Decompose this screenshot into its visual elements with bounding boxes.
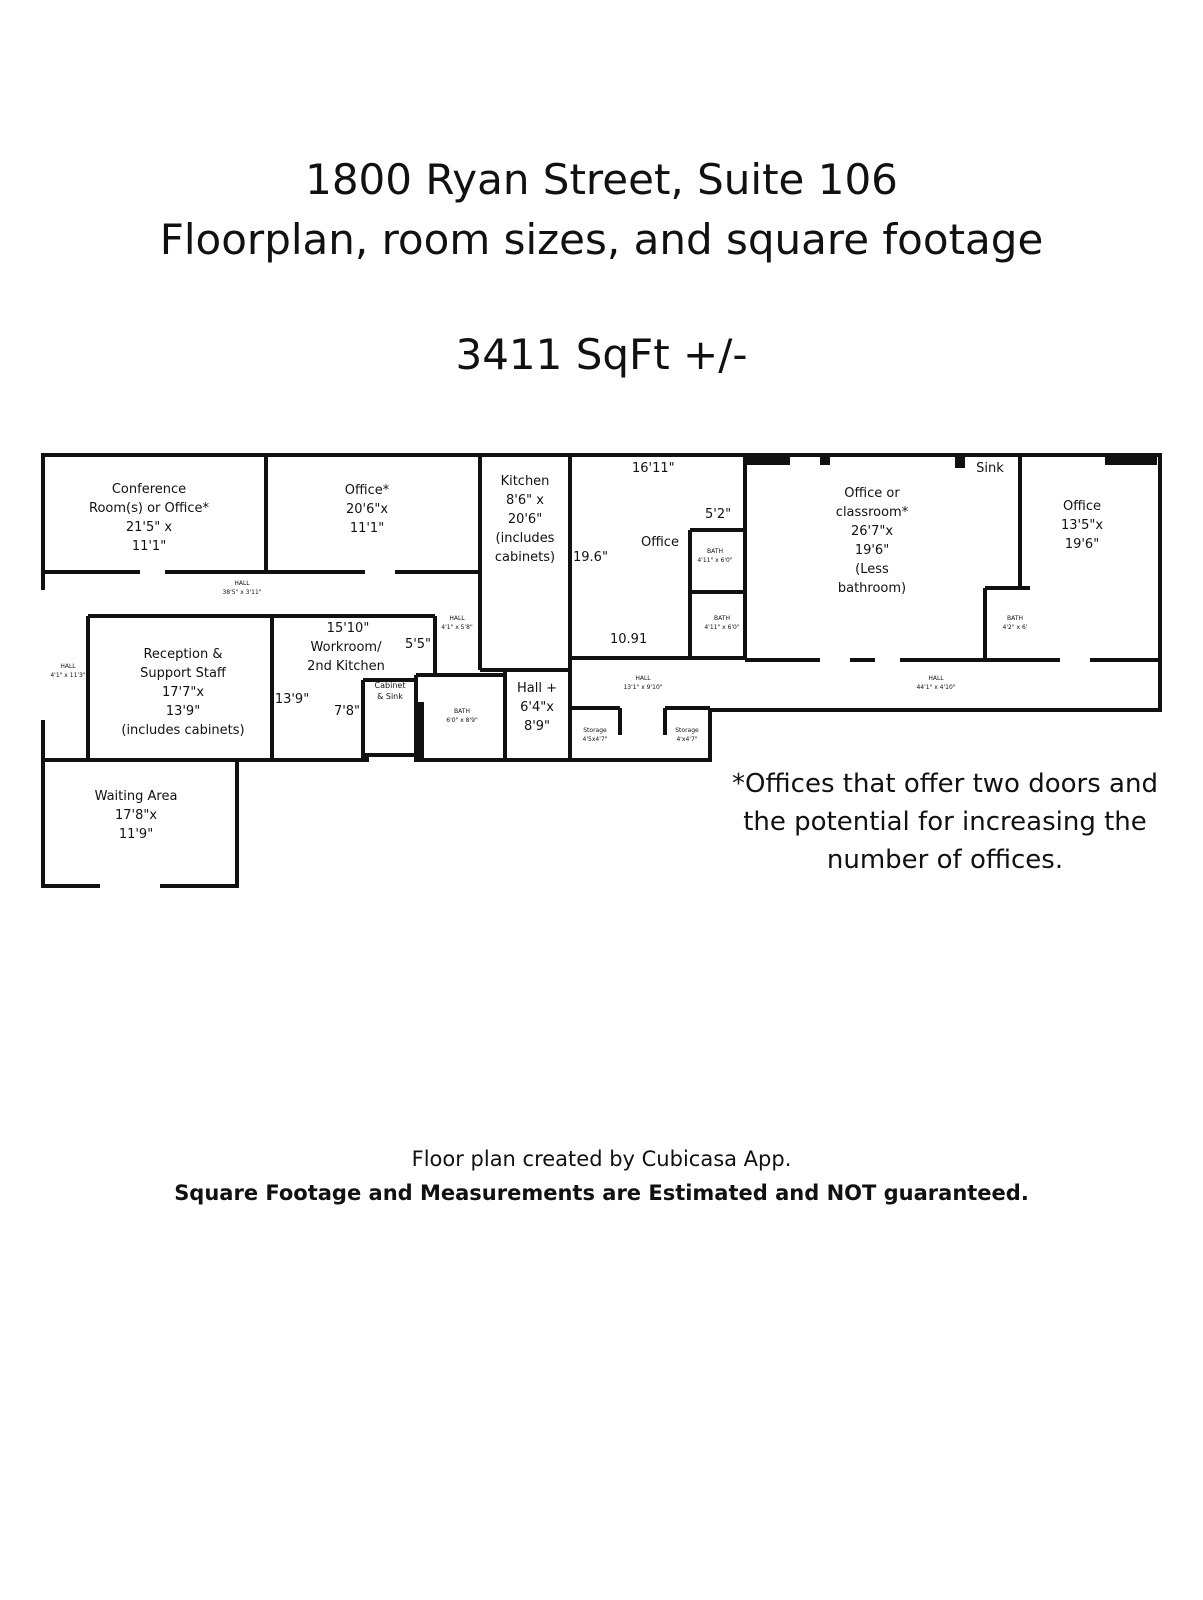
svg-text:44'1" x 4'10": 44'1" x 4'10" — [916, 684, 956, 691]
room-waiting — [95, 789, 178, 842]
svg-text:16'11": 16'11" — [632, 461, 675, 476]
svg-text:& Sink: & Sink — [377, 692, 403, 701]
svg-text:4'11" x 6'0": 4'11" x 6'0" — [704, 624, 740, 631]
svg-text:HALL: HALL — [449, 615, 465, 622]
svg-text:cabinets): cabinets) — [494, 550, 556, 565]
svg-text:4'1" x 11'3": 4'1" x 11'3" — [50, 672, 86, 679]
room-conference — [89, 482, 209, 554]
svg-text:4'1" x 5'8": 4'1" x 5'8" — [441, 624, 473, 631]
svg-text:Waiting Area: Waiting Area — [94, 789, 178, 804]
svg-text:4'2" x 6': 4'2" x 6' — [1002, 624, 1028, 631]
svg-text:6'0" x 8'9": 6'0" x 8'9" — [446, 717, 478, 724]
svg-text:(includes: (includes — [495, 531, 555, 546]
cabinet-sink — [375, 681, 406, 701]
svg-text:8'9": 8'9" — [523, 719, 551, 734]
svg-text:BATH: BATH — [707, 548, 723, 555]
svg-text:7'8": 7'8" — [333, 704, 361, 719]
svg-text:19'6": 19'6" — [854, 543, 890, 558]
svg-text:13'1" x 9'10": 13'1" x 9'10" — [623, 684, 663, 691]
svg-text:Storage: Storage — [675, 727, 699, 734]
svg-text:HALL: HALL — [635, 675, 651, 682]
svg-text:HALL: HALL — [60, 663, 76, 670]
svg-text:Support Staff: Support Staff — [140, 666, 226, 681]
square-footage: 3411 SqFt +/- — [455, 330, 748, 379]
svg-text:5'2": 5'2" — [705, 507, 732, 522]
svg-text:8'6" x: 8'6" x — [506, 493, 544, 508]
svg-text:13'5"x: 13'5"x — [1060, 518, 1104, 533]
svg-text:20'6"x: 20'6"x — [345, 502, 389, 517]
svg-text:5'5": 5'5" — [404, 637, 432, 652]
svg-text:Office: Office — [641, 535, 679, 550]
svg-text:20'6": 20'6" — [507, 512, 543, 527]
svg-text:17'7"x: 17'7"x — [161, 685, 205, 700]
svg-text:6'4"x: 6'4"x — [520, 700, 554, 715]
svg-text:Reception &: Reception & — [143, 647, 223, 662]
svg-text:Kitchen: Kitchen — [500, 474, 550, 489]
room-office-4 — [1061, 499, 1103, 552]
svg-text:(includes cabinets): (includes cabinets) — [121, 723, 245, 738]
svg-text:BATH: BATH — [714, 615, 730, 622]
room-kitchen — [495, 474, 555, 565]
svg-text:10.91: 10.91 — [610, 632, 648, 647]
svg-text:19'6": 19'6" — [1064, 537, 1100, 552]
address-title: 1800 Ryan Street, Suite 106 — [305, 155, 898, 204]
room-hall-plus — [517, 681, 557, 734]
room-workroom — [275, 621, 431, 719]
svg-text:19.6": 19.6" — [573, 550, 608, 565]
svg-text:classroom*: classroom* — [835, 505, 909, 520]
svg-text:bathroom): bathroom) — [837, 581, 907, 596]
svg-text:Hall +: Hall + — [517, 681, 557, 696]
svg-text:13'9": 13'9" — [274, 692, 310, 707]
svg-text:BATH: BATH — [1007, 615, 1023, 622]
svg-text:Office*: Office* — [344, 483, 390, 498]
svg-text:Storage: Storage — [583, 727, 607, 734]
svg-text:38'5" x 3'11": 38'5" x 3'11" — [222, 589, 262, 596]
svg-text:Workroom/: Workroom/ — [310, 640, 382, 655]
svg-text:15'10": 15'10" — [326, 621, 370, 636]
svg-text:13'9": 13'9" — [165, 704, 201, 719]
credit-text: Floor plan created by Cubicasa App. — [411, 1147, 792, 1171]
svg-text:21'5" x: 21'5" x — [125, 520, 173, 535]
disclaimer-text: Square Footage and Measurements are Estimated and NOT guaranteed. — [174, 1181, 1029, 1205]
offices-note: *Offices that offer two doors and the potential for increasing the number of offices. — [732, 769, 1158, 875]
svg-text:Office or: Office or — [844, 486, 900, 501]
room-reception — [121, 647, 244, 738]
svg-text:11'9": 11'9" — [118, 827, 154, 842]
svg-text:17'8"x: 17'8"x — [114, 808, 158, 823]
svg-text:Office: Office — [1063, 499, 1101, 514]
svg-text:Cabinet: Cabinet — [374, 681, 406, 690]
svg-text:4'11" x 6'0": 4'11" x 6'0" — [697, 557, 733, 564]
svg-text:11'1": 11'1" — [131, 539, 167, 554]
svg-text:(Less: (Less — [855, 562, 889, 577]
svg-text:26'7"x: 26'7"x — [850, 524, 894, 539]
svg-text:Room(s) or Office*: Room(s) or Office* — [89, 501, 209, 516]
svg-text:Conference: Conference — [111, 482, 187, 497]
svg-text:2nd Kitchen: 2nd Kitchen — [307, 659, 385, 674]
svg-text:HALL: HALL — [928, 675, 944, 682]
room-office-1 — [345, 483, 390, 536]
floorplan-subtitle: Floorplan, room sizes, and square footage — [159, 215, 1044, 264]
svg-text:Sink: Sink — [976, 461, 1004, 476]
room-office-3 — [836, 461, 1004, 596]
svg-text:4'x4'7": 4'x4'7" — [676, 736, 698, 743]
svg-text:4'5x4'7": 4'5x4'7" — [582, 736, 608, 743]
svg-text:11'1": 11'1" — [349, 521, 385, 536]
svg-text:BATH: BATH — [454, 708, 470, 715]
svg-text:HALL: HALL — [234, 580, 250, 587]
